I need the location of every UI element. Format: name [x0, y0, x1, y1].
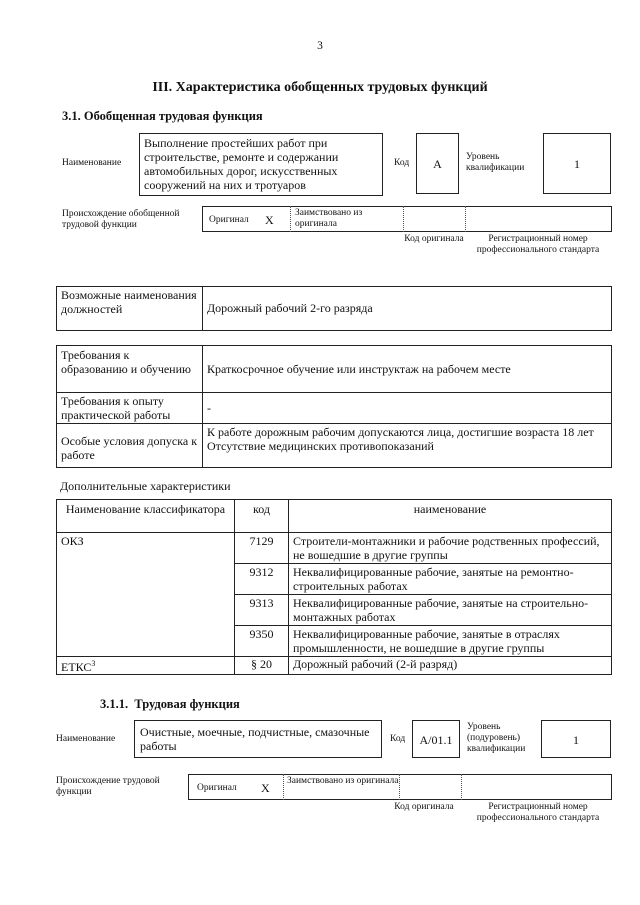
divider	[465, 206, 466, 232]
tf-code-label: Код	[390, 734, 406, 744]
tf-heading-num: 3.1.1.	[100, 697, 129, 711]
gtf-origin-box	[202, 206, 612, 232]
tf-original-label: Оригинал	[197, 783, 237, 793]
req-education-value: Краткосрочное обучение или инструктаж на рабочем месте	[203, 346, 612, 393]
gtf-level-label: Уровень квалификации	[466, 152, 525, 173]
req-education-label: Требования к образованию и обучению	[57, 346, 203, 393]
gtf-orig-code-caption: Код оригинала	[404, 234, 464, 244]
okz-name: Неквалифицированные рабочие, занятые на строительно-монтажных работах	[289, 595, 612, 626]
tf-heading-text: Трудовая функция	[134, 697, 240, 711]
okz-name: Неквалифицированные рабочие, занятые в отраслях промышленности, не вошедшие в другие группы	[289, 626, 612, 657]
req-conditions-label: Особые условия допуска к работе	[57, 424, 203, 468]
gtf-original-mark: X	[265, 213, 274, 227]
divider	[403, 206, 404, 232]
okz-code: 9313	[235, 595, 289, 626]
positions-value: Дорожный рабочий 2-го разряда	[203, 287, 612, 331]
etks-code: § 20	[235, 657, 289, 675]
tf-origin-box	[188, 774, 612, 800]
section-title: III. Характеристика обобщенных трудовых функций	[152, 80, 488, 95]
header-name: наименование	[289, 500, 612, 533]
tf-origin-label: Происхождение трудовой функции	[56, 776, 160, 797]
requirements-table	[56, 345, 612, 468]
gtf-borrowed-label: Заимствовано из оригинала	[295, 208, 363, 229]
divider	[290, 206, 291, 232]
okz-name: Неквалифицированные рабочие, занятые на ремонтно-строительных работах	[289, 564, 612, 595]
header-classifier: Наименование классификатора	[57, 500, 235, 533]
req-conditions-line: К работе дорожным рабочим допускаются лица, достигшие возраста 18 лет	[207, 425, 594, 439]
divider	[283, 774, 284, 800]
etks-label-cell	[57, 657, 235, 675]
tf-name-label: Наименование	[56, 734, 116, 744]
gtf-origin-label: Происхождение обобщенной трудовой функции	[62, 209, 180, 230]
okz-code: 7129	[235, 533, 289, 564]
gtf-original-label: Оригинал	[209, 215, 249, 225]
okz-name: Строители-монтажники и рабочие родственных профессий, не вошедшие в другие группы	[289, 533, 612, 564]
gtf-reg-number-caption: Регистрационный номер профессионального стандарта	[476, 234, 600, 255]
req-conditions-line: Отсутствие медицинских противопоказаний	[207, 439, 434, 453]
tf-borrowed-label: Заимствовано из оригинала	[287, 776, 399, 786]
tf-level-label: Уровень (подуровень) квалификации	[467, 722, 526, 754]
tf-heading	[100, 697, 240, 712]
gtf-level-value: 1	[543, 133, 611, 194]
divider	[399, 774, 400, 800]
divider	[461, 774, 462, 800]
additional-title: Дополнительные характеристики	[60, 479, 231, 493]
okz-label: ОКЗ	[57, 533, 235, 657]
header-code: код	[235, 500, 289, 533]
positions-label: Возможные наименования должностей	[57, 287, 203, 331]
okz-code: 9312	[235, 564, 289, 595]
tf-original-mark: X	[261, 781, 270, 795]
tf-orig-code-caption: Код оригинала	[394, 802, 454, 812]
gtf-heading: 3.1. Обобщенная трудовая функция	[62, 109, 263, 123]
gtf-name-label: Наименование	[62, 158, 122, 168]
etks-label: ЕТКС	[61, 660, 92, 674]
page-number: 3	[317, 40, 323, 52]
req-experience-label: Требования к опыту практической работы	[57, 393, 203, 424]
req-experience-value: -	[203, 393, 612, 424]
etks-name: Дорожный рабочий (2-й разряд)	[289, 657, 612, 675]
tf-reg-number-caption: Регистрационный номер профессионального стандарта	[476, 802, 600, 823]
additional-table	[56, 499, 612, 675]
tf-name-value: Очистные, моечные, подчистные, смазочные работы	[134, 720, 382, 758]
gtf-code-value: А	[416, 133, 459, 194]
positions-table	[56, 286, 612, 331]
gtf-code-label: Код	[394, 158, 410, 168]
gtf-name-value: Выполнение простейших работ при строительстве, ремонте и содержании автомобильных дорог, искусственных сооружений на них и тротуаров	[139, 133, 383, 196]
etks-footnote: 3	[91, 659, 96, 668]
tf-code-value: А/01.1	[412, 720, 460, 758]
tf-level-value: 1	[541, 720, 611, 758]
okz-code: 9350	[235, 626, 289, 657]
